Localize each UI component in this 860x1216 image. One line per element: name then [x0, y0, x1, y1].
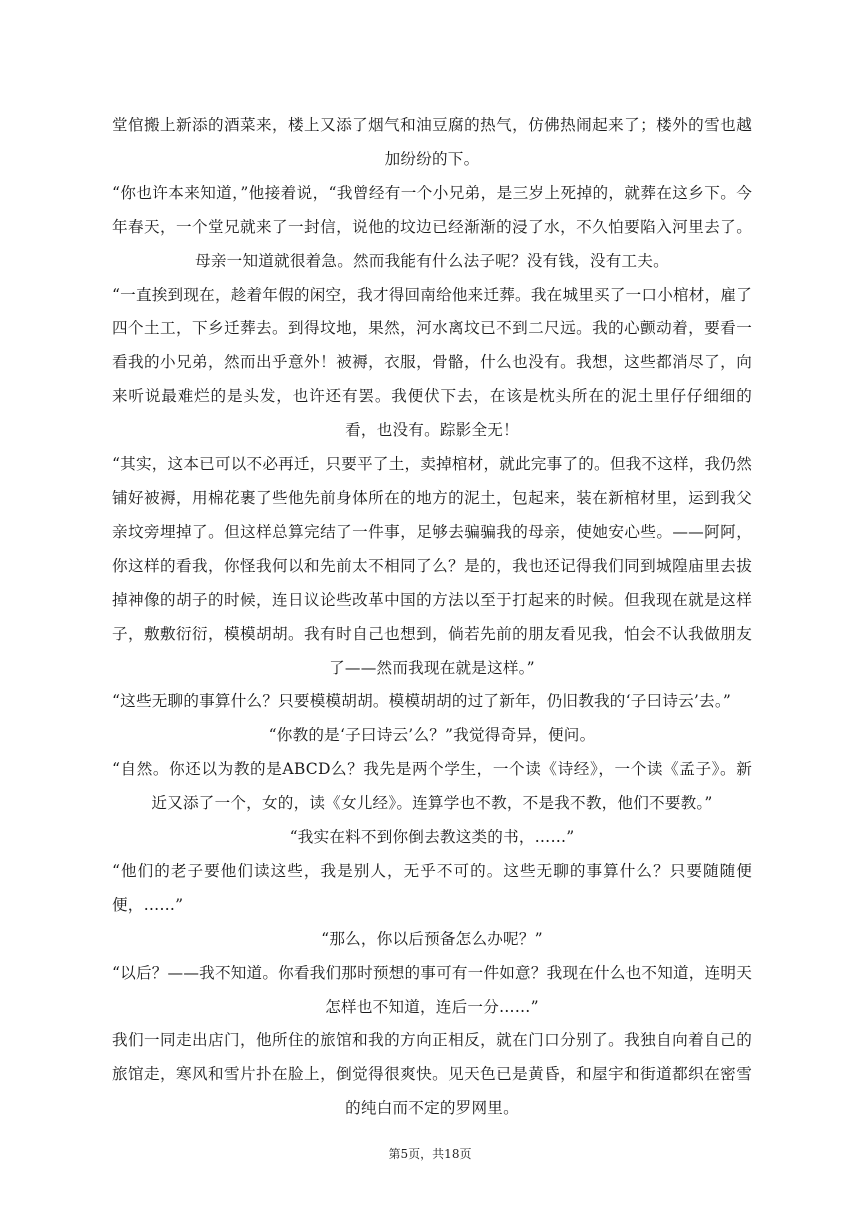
paragraph: “他们的老子要他们读这些，我是别人，无乎不可的。这些无聊的事算什么？只要随随便便，……”	[112, 861, 752, 914]
paragraph: “其实，这本已可以不必再迁，只要平了土，卖掉棺材，就此完事了的。但我不这样，我仍然铺好被褥，用棉花裹了些他先前身体所在的地方的泥土，包起来，装在新棺材里，运到我父亲坟旁埋掉了。但这样总算完结了一件事，足够去骗骗我的母亲，使她安心些。——阿阿，你这样的看我，你怪我何以和先前太不相同了么？是的，我也还记得我们同到城隍庙里去拔掉神像的胡子的时候，连日议论些改革中国的方法以至于打起来的时候。但我现在就是这样子，敷敷衍衍，模模胡胡。我有时自己也想到，倘若先前的朋友看见我，怕会不认我做朋友了——然而我现在就是这样。”	[112, 455, 752, 677]
paragraph: “那么，你以后预备怎么办呢？”	[321, 929, 543, 948]
paragraph: “你教的是‘子曰诗云’么？”我觉得奇异，便问。	[268, 726, 596, 745]
paragraph: “你也许本来知道，”他接着说，“我曾经有一个小兄弟，是三岁上死掉的，就葬在这乡下。今年春天，一个堂兄就来了一封信，说他的坟边已经渐渐的浸了水，不久怕要陷入河里去了。母亲一知道就很着急。然而我能有什么法子呢？没有钱，没有工夫。	[112, 183, 752, 270]
paragraph: “自然。你还以为教的是ABCD么？我先是两个学生，一个读《诗经》，一个读《孟子》。新近又添了一个，女的，读《女儿经》。连算学也不教，不是我不教，他们不要教。”	[112, 760, 752, 813]
paragraph: “这些无聊的事算什么？只要模模胡胡。模模胡胡的过了新年，仍旧教我的‘子曰诗云’去。”	[112, 692, 732, 711]
page-number: 第5页，共18页	[388, 1147, 472, 1161]
paragraph: 堂倌搬上新添的酒菜来，楼上又添了烟气和油豆腐的热气，仿佛热闹起来了；楼外的雪也越加纷纷的下。	[112, 116, 752, 168]
paragraph: “一直挨到现在，趁着年假的闲空，我才得回南给他来迁葬。我在城里买了一口小棺材，雇了四个土工，下乡迁葬去。到得坟地，果然，河水离坟已不到二尺远。我的心颤动着，要看一看我的小兄弟，然而出乎意外！被褥，衣服，骨骼，什么也没有。我想，这些都消尽了，向来听说最难烂的是头发，也许还有罢。我便伏下去，在该是枕头所在的泥土里仔仔细细的看，也没有。踪影全无！	[112, 285, 752, 440]
article-body	[112, 109, 752, 1126]
paragraph: “以后？——我不知道。你看我们那时预想的事可有一件如意？我现在什么也不知道，连明天怎样也不知道，连后一分……”	[112, 963, 752, 1016]
paragraph: 我们一同走出店门，他所住的旅馆和我的方向正相反，就在门口分别了。我独自向着自己的旅馆走，寒风和雪片扑在脸上，倒觉得很爽快。见天色已是黄昏，和屋宇和街道都织在密雪的纯白而不定的罗网里。	[112, 1031, 752, 1118]
paragraph: “我实在料不到你倒去教这类的书，……”	[289, 828, 575, 847]
